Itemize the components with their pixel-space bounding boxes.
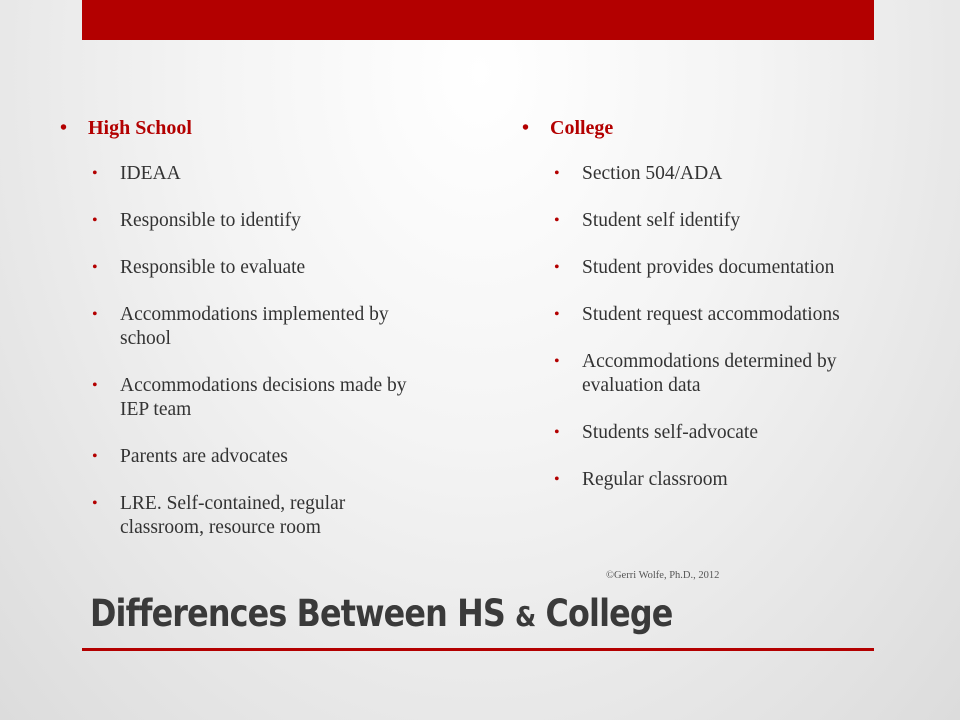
list-item: • Regular classroom: [554, 469, 728, 490]
list-item: • Student request accommodations: [554, 304, 840, 325]
list-item: • IDEAA: [92, 163, 181, 184]
bullet-icon: •: [554, 212, 560, 229]
bullet-icon: •: [92, 306, 98, 323]
bullet-icon: •: [60, 117, 68, 139]
list-item: • Responsible to identify: [92, 210, 301, 231]
bullet-icon: •: [92, 259, 98, 276]
list-item: • Section 504/ADA: [554, 163, 723, 184]
copyright-note: ©Gerri Wolfe, Ph.D., 2012: [606, 570, 720, 581]
left-column-heading: [60, 116, 420, 140]
list-item: • Student provides documentation: [554, 257, 835, 278]
bullet-icon: •: [92, 212, 98, 229]
bullet-icon: •: [554, 165, 560, 182]
list-item: • Responsible to evaluate: [92, 257, 306, 278]
left-column: [60, 116, 420, 563]
bullet-icon: •: [554, 353, 560, 370]
bullet-icon: •: [522, 117, 530, 139]
title-part-1: Differences Between HS: [90, 592, 516, 635]
list-item: • Accommodations decisions made by IEP team: [92, 375, 407, 420]
right-heading-text: College: [550, 117, 614, 139]
slide-title: [90, 590, 672, 641]
right-column-heading: [522, 116, 882, 140]
title-underline-rule: [82, 648, 874, 651]
list-item: • Parents are advocates: [92, 446, 288, 467]
right-column: [522, 116, 882, 515]
list-item: • LRE. Self-contained, regular classroom, resource room: [92, 493, 346, 538]
left-heading-text: High School: [88, 117, 192, 139]
bullet-icon: •: [554, 259, 560, 276]
title-ampersand: &: [515, 600, 536, 633]
list-item: • Accommodations determined by evaluation data: [554, 351, 837, 396]
bullet-icon: •: [554, 306, 560, 323]
bullet-icon: •: [92, 495, 98, 512]
title-part-2: College: [535, 592, 673, 635]
bullet-icon: •: [92, 377, 98, 394]
top-accent-bar: [82, 0, 874, 40]
list-item: • Accommodations implemented by school: [92, 304, 389, 349]
left-item-list: [60, 162, 420, 540]
bullet-icon: •: [554, 471, 560, 488]
bullet-icon: •: [92, 165, 98, 182]
list-item: • Student self identify: [554, 210, 741, 231]
bullet-icon: •: [92, 448, 98, 465]
bullet-icon: •: [554, 424, 560, 441]
list-item: • Students self-advocate: [554, 422, 758, 443]
right-item-list: [522, 162, 882, 492]
